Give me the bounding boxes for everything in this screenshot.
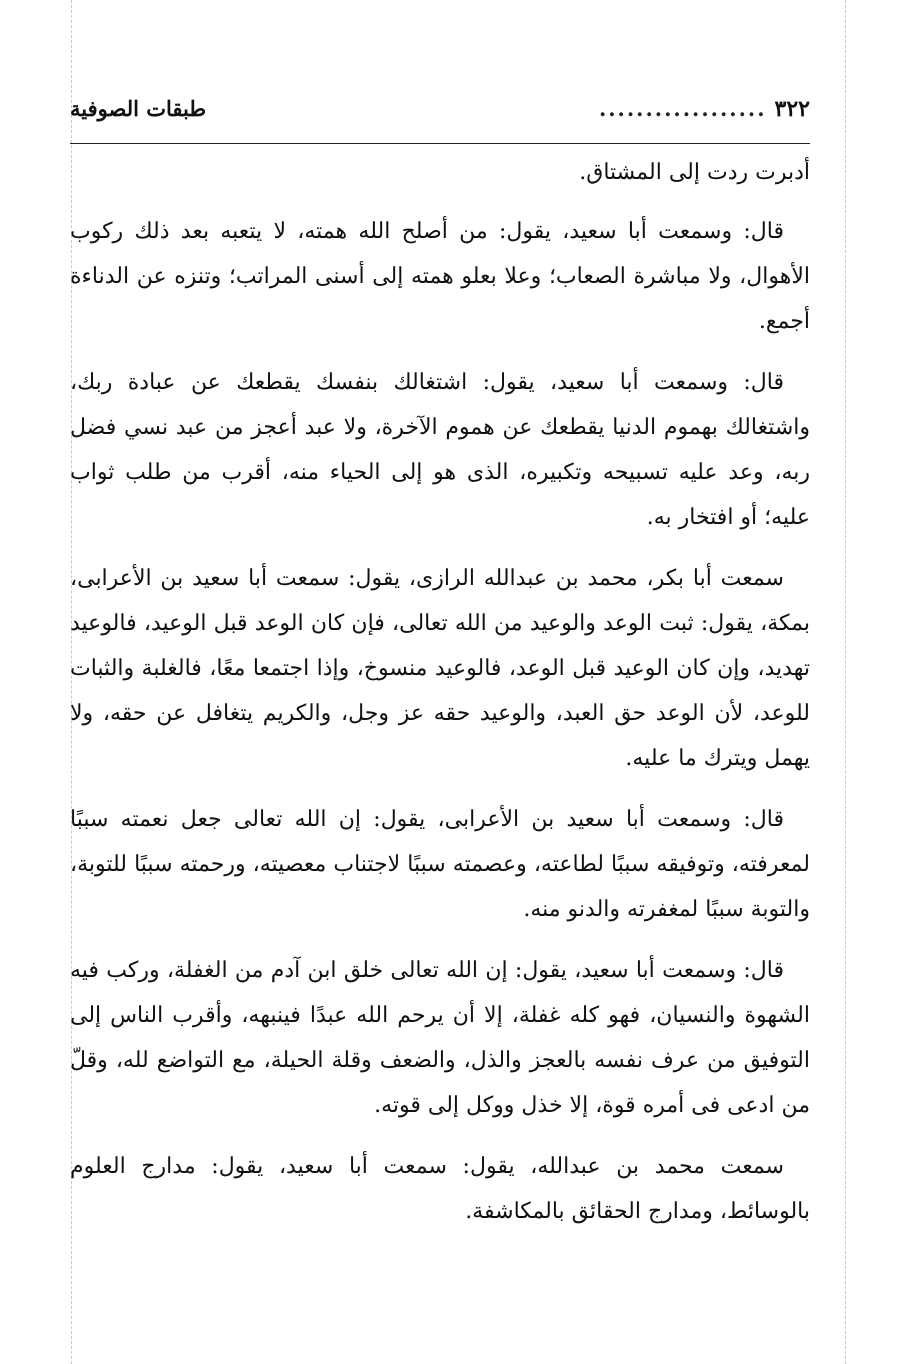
paragraph: قال: وسمعت أبا سعيد بن الأعرابى، يقول: إن الله تعالى جعل نعمته سببًا لمعرفته، وتوفيقه سببًا لطاعته، وعصمته سببًا لاجتناب معصيته، ورحمته سببًا للتوبة، والتوبة سببًا لمغفرته والدنو منه. [70,807,810,922]
paragraph: سمعت أبا بكر، محمد بن عبدالله الرازى، يقول: سمعت أبا سعيد بن الأعرابى، بمكة، يقول: ثبت الوعد والوعيد من الله تعالى، فإن كان الوعد قبل الوعيد، فالوعيد تهديد، وإن كان الوعيد قبل الوعد، فالوعيد منسوخ، وإذا اجتمعا معًا، فالغلبة والثبات للوعد، لأن الوعد حق العبد، والوعيد حقه عز وجل، والكريم يتغافل عن حقه، ولا يهمل ويترك ما عليه. [70,566,810,771]
header-leader-dots: .................. [598,96,767,121]
book-page [70,96,810,1336]
paragraph: قال: وسمعت أبا سعيد، يقول: اشتغالك بنفسك يقطعك عن عبادة ربك، واشتغالك بهموم الدنيا يقطعك عن هموم الآخرة، ولا عبد أعجز من عبد نسي فضل ربه، وعد عليه تسبيحه وتكبيره، الذى هو إلى الحياء منه، أقرب من طلب ثواب عليه؛ أو افتخار به. [70,370,810,530]
running-title: طبقات الصوفية [70,96,207,121]
page-number: ٣٢٢ [774,96,810,122]
paragraph: قال: وسمعت أبا سعيد، يقول: من أصلح الله همته، لا يتعبه بعد ذلك ركوب الأهوال، ولا مباشرة الصعاب؛ وعلا بعلو همته إلى أسنى المراتب؛ وتنزه عن الدناءة أجمع. [70,219,810,334]
paragraph-continuation: أدبرت ردت إلى المشتاق. [579,160,810,185]
page-header [70,96,810,144]
scan-guide-line-right [845,0,846,1364]
page-body [70,150,810,1234]
paragraph: سمعت محمد بن عبدالله، يقول: سمعت أبا سعيد، يقول: مدارج العلوم بالوسائط، ومدارج الحقائق بالمكاشفة. [70,1154,810,1224]
paragraph: قال: وسمعت أبا سعيد، يقول: إن الله تعالى خلق ابن آدم من الغفلة، وركب فيه الشهوة والنسيان، فهو كله غفلة، إلا أن يرحم الله عبدًا فينبهه، وأقرب الناس إلى التوفيق من عرف نفسه بالعجز والذل، والضعف وقلة الحيلة، مع التواضع لله، وقلّ من ادعى فى أمره قوة، إلا خذل ووكل إلى قوته. [70,958,810,1118]
